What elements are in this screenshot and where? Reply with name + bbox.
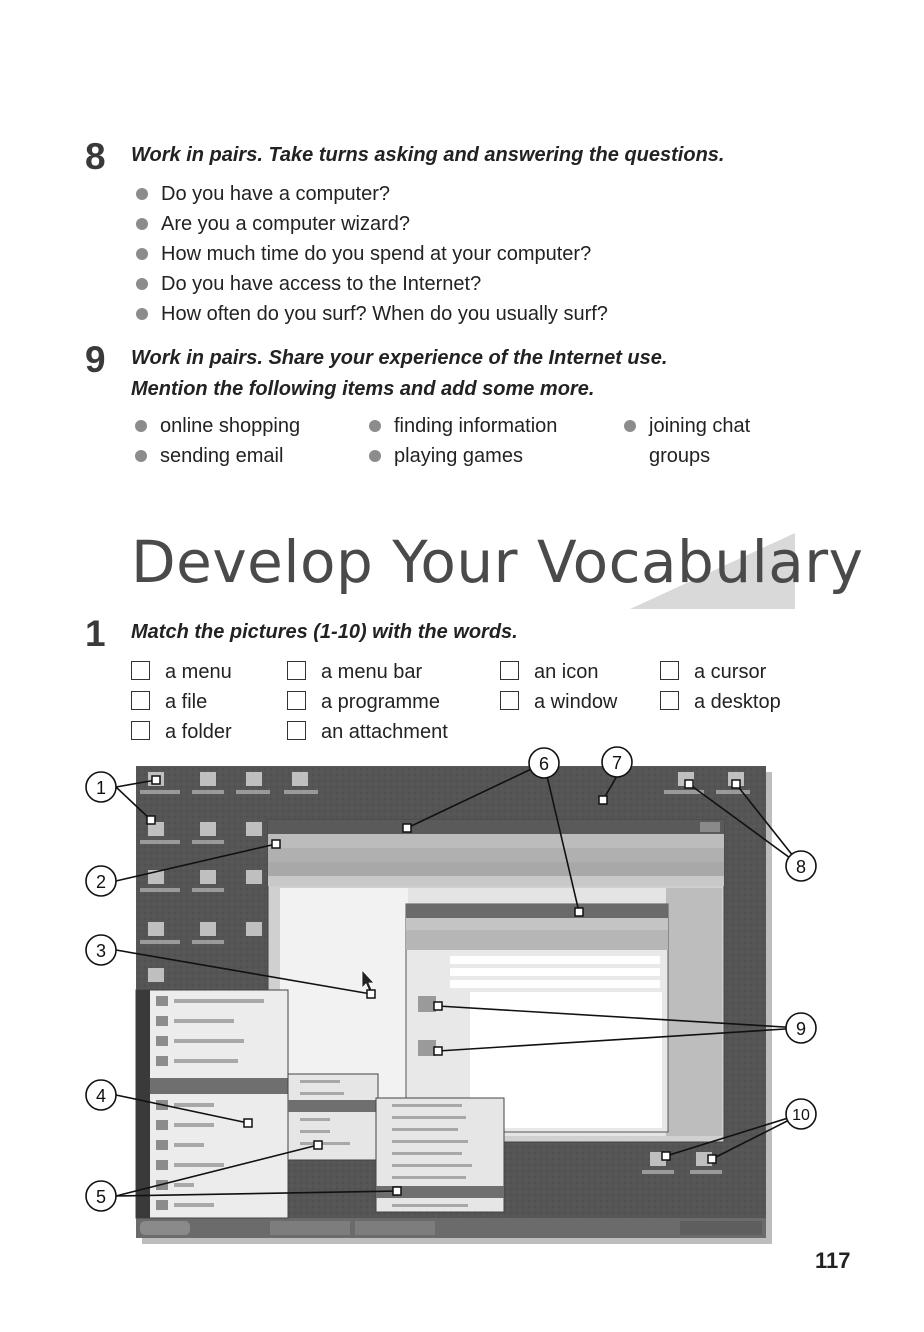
checkbox[interactable] <box>287 691 306 710</box>
callout-label: 1 <box>95 778 107 798</box>
question-item: Do you have a computer? <box>161 179 390 209</box>
callout-label: 4 <box>95 1086 107 1106</box>
callout-label: 7 <box>611 753 623 773</box>
callout-label: 9 <box>795 1019 807 1039</box>
word-option[interactable]: a cursor <box>660 657 766 687</box>
page-number: 117 <box>815 1248 851 1273</box>
checkbox[interactable] <box>660 691 679 710</box>
internet-use-item-continued: groups <box>649 445 711 467</box>
callout-label: 6 <box>538 754 550 774</box>
checkbox[interactable] <box>131 691 150 710</box>
section-title: Develop Your Vocabulary <box>131 528 864 596</box>
word-option[interactable]: a window <box>500 687 617 717</box>
checkbox[interactable] <box>660 661 679 680</box>
internet-use-item: finding information <box>394 411 557 441</box>
toolbar <box>268 848 724 862</box>
word-option[interactable]: a desktop <box>660 687 781 717</box>
word-option[interactable]: a menu <box>131 657 232 687</box>
checkbox[interactable] <box>500 661 519 680</box>
word-option[interactable]: an attachment <box>287 717 448 747</box>
question-item: Are you a computer wizard? <box>161 209 410 239</box>
callout-label: 8 <box>795 857 807 877</box>
exercise-9-instruction-line1: Work in pairs. Share your experience of the Internet use. <box>131 347 668 369</box>
internet-use-item: playing games <box>394 441 523 471</box>
checkbox[interactable] <box>131 721 150 740</box>
internet-use-item: joining chat <box>649 411 750 441</box>
callout-label: 2 <box>95 872 107 892</box>
callout-label: 3 <box>95 941 107 961</box>
exercise-9-number: 9 <box>85 339 106 380</box>
internet-use-item: sending email <box>160 441 283 471</box>
word-option[interactable]: a programme <box>287 687 440 717</box>
question-item: Do you have access to the Internet? <box>161 269 481 299</box>
window-title-bar <box>268 820 724 834</box>
exercise-1-number: 1 <box>85 613 106 654</box>
desktop-screenshot-illustration <box>0 740 924 1260</box>
checkbox[interactable] <box>287 721 306 740</box>
exercise-8-number: 8 <box>85 136 106 177</box>
checkbox[interactable] <box>287 661 306 680</box>
taskbar <box>136 1218 766 1238</box>
callout-label: 10 <box>792 1107 810 1124</box>
programs-submenu <box>288 1074 378 1160</box>
exercise-1-instruction: Match the pictures (1-10) with the words. <box>131 621 518 643</box>
checkbox[interactable] <box>500 691 519 710</box>
internet-use-item: online shopping <box>160 411 300 441</box>
callout-label: 5 <box>95 1187 107 1207</box>
word-option[interactable]: a menu bar <box>287 657 422 687</box>
start-button-icon <box>140 1221 190 1235</box>
word-option[interactable]: an icon <box>500 657 599 687</box>
exercise-9-instruction-line2: Mention the following items and add some more. <box>131 378 595 400</box>
question-item: How often do you surf? When do you usually surf? <box>161 299 608 329</box>
word-option[interactable]: a file <box>131 687 207 717</box>
menu-bar <box>268 834 724 848</box>
exercise-8-instruction: Work in pairs. Take turns asking and answering the questions. <box>131 144 725 166</box>
question-item: How much time do you spend at your computer? <box>161 239 591 269</box>
word-option[interactable]: a folder <box>131 717 232 747</box>
checkbox[interactable] <box>131 661 150 680</box>
